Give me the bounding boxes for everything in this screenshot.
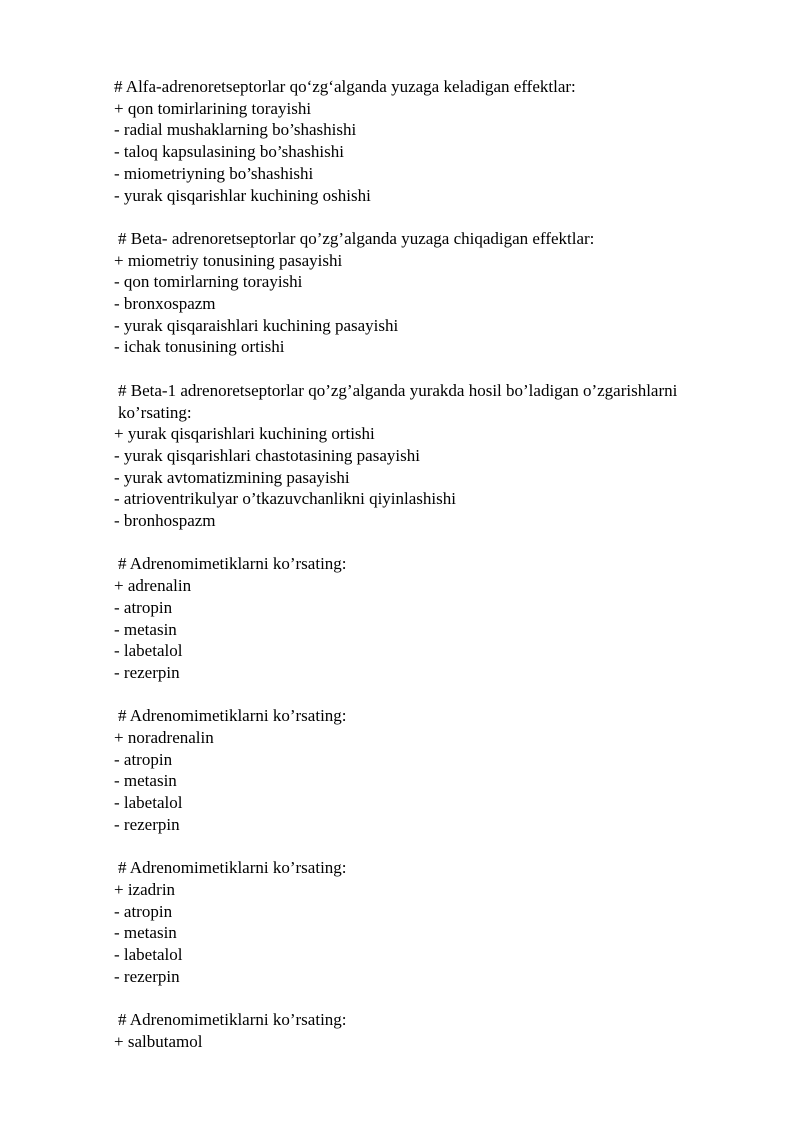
answer-option: + yurak qisqarishlari kuchining ortishi [114,424,375,444]
question-text: # Adrenomimetiklarni ko’rsating: [118,858,347,878]
question-block [114,76,754,206]
question-block [114,857,754,987]
answer-option: - metasin [114,619,177,639]
answer-option: + salbutamol [114,1031,203,1051]
question-text: # Adrenomimetiklarni ko’rsating: [118,1010,347,1030]
answer-option: - atropin [114,901,173,921]
answer-option: - yurak qisqarishlar kuchining oshishi [114,185,371,205]
answer-option: - yurak qisqaraishlari kuchining pasayishi [114,315,399,335]
answer-option: - labetalol [114,793,183,813]
answer-option: - taloq kapsulasining bo’shashishi [114,142,344,162]
answer-option: - atropin [114,749,173,769]
question-text: # Adrenomimetiklarni ko’rsating: [118,554,347,574]
answer-option: + miometriy tonusining pasayishi [114,250,343,270]
answer-option: - rezerpin [114,966,180,986]
answer-option: - radial mushaklarning bo’shashishi [114,120,357,140]
answer-option: - metasin [114,923,177,943]
answer-option: - metasin [114,771,177,791]
answer-option: - bronxospazm [114,294,216,314]
answer-option: - qon tomirlarning torayishi [114,272,303,292]
question-text: # Beta-1 adrenoretseptorlar qo’zg’alganda yurakda hosil bo’ladigan o’zgarishlarni ko’rsating: [118,380,682,422]
question-block [114,1009,754,1052]
answer-option: + izadrin [114,879,176,899]
answer-option: - bronhospazm [114,511,216,531]
question-block [114,705,754,835]
answer-option: - rezerpin [114,814,180,834]
answer-option: - ichak tonusining ortishi [114,337,285,357]
answer-option: - atrioventrikulyar o’tkazuvchanlikni qiyinlashishi [114,489,456,509]
answer-option: - rezerpin [114,662,180,682]
answer-option: - labetalol [114,641,183,661]
answer-option: - yurak qisqarishlari chastotasining pasayishi [114,445,420,465]
question-block [114,553,754,683]
answer-option: + qon tomirlarining torayishi [114,98,312,118]
answer-option: + adrenalin [114,576,192,596]
answer-option: + noradrenalin [114,728,214,748]
answer-option: - yurak avtomatizmining pasayishi [114,467,350,487]
document-body [114,76,754,1074]
answer-option: - labetalol [114,945,183,965]
answer-option: - miometriyning bo’shashishi [114,163,314,183]
question-block [114,380,754,532]
answer-option: - atropin [114,597,173,617]
question-block [114,228,754,358]
question-text: # Adrenomimetiklarni ko’rsating: [118,706,347,726]
question-text: # Alfa-adrenoretseptorlar qo‘zg‘alganda yuzaga keladigan effektlar: [114,77,576,96]
question-text: # Beta- adrenoretseptorlar qo’zg’alganda yuzaga chiqadigan effektlar: [118,228,595,248]
